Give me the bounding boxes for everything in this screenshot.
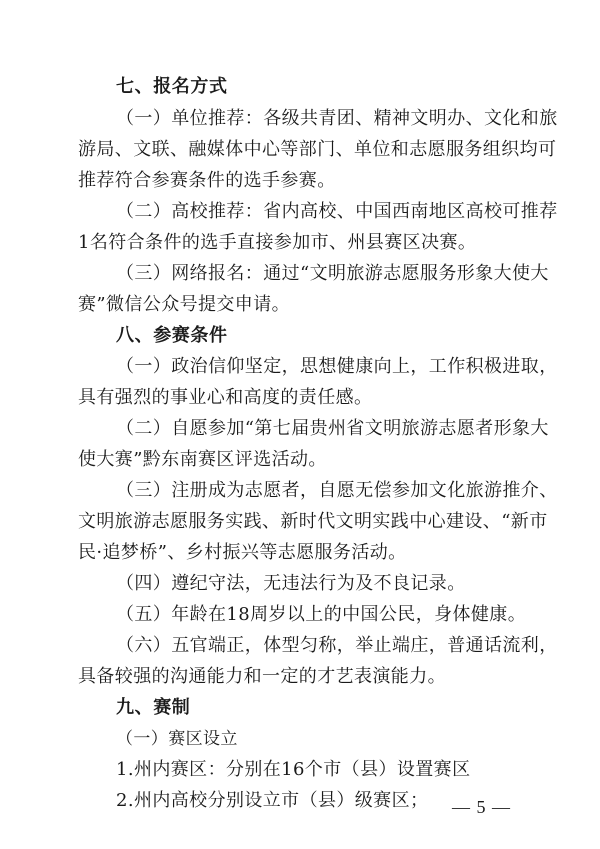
subsection-heading: （一）赛区设立 — [116, 729, 238, 749]
paragraph-line: （三）网络报名：通过“文明旅游志愿服务形象大使大 — [116, 263, 549, 284]
paragraph-line: 1.州内赛区：分别在16个市（县）设置赛区 — [116, 759, 471, 780]
paragraph-line: 具备较强的沟通能力和一定的才艺表演能力。 — [78, 666, 446, 687]
paragraph-line: 2.州内高校分别设立市（县）级赛区； — [116, 790, 429, 811]
paragraph-line: 使大赛”黔东南赛区评选活动。 — [78, 449, 327, 470]
paragraph-line: （四）遵纪守法，无违法行为及不良记录。 — [116, 573, 466, 594]
paragraph-line: （二）自愿参加“第七届贵州省文明旅游志愿者形象大 — [116, 418, 549, 439]
paragraph-line: （三）注册成为志愿者，自愿无偿参加文化旅游推介、 — [116, 480, 558, 501]
section-heading-competition-system: 九、赛制 — [116, 697, 191, 718]
paragraph-line: 民·追梦桥”、乡村振兴等志愿服务活动。 — [78, 542, 407, 563]
paragraph-line: （一）政治信仰坚定，思想健康向上，工作积极进取， — [116, 356, 558, 377]
paragraph-line: （六）五官端正，体型匀称，举止端庄，普通话流利， — [116, 635, 558, 656]
paragraph-line: 游局、文联、融媒体中心等部门、单位和志愿服务组织均可 — [78, 139, 557, 160]
paragraph-line: （五）年龄在18周岁以上的中国公民，身体健康。 — [116, 604, 527, 625]
paragraph-line: 具有强烈的事业心和高度的责任感。 — [78, 387, 373, 408]
paragraph-line: 推荐符合参赛条件的选手参赛。 — [78, 170, 336, 191]
paragraph-line: 文明旅游志愿服务实践、新时代文明实践中心建设、“新市 — [78, 511, 548, 532]
paragraph-line: 赛”微信公众号提交申请。 — [78, 294, 291, 315]
section-heading-eligibility: 八、参赛条件 — [116, 325, 228, 346]
paragraph-line: （二）高校推荐：省内高校、中国西南地区高校可推荐 — [116, 201, 558, 222]
paragraph-line: （一）单位推荐：各级共青团、精神文明办、文化和旅 — [116, 108, 558, 129]
page-number: — 5 — — [452, 797, 511, 817]
paragraph-line: 1名符合条件的选手直接参加市、州县赛区决赛。 — [78, 232, 477, 253]
section-heading-registration: 七、报名方式 — [116, 76, 228, 97]
